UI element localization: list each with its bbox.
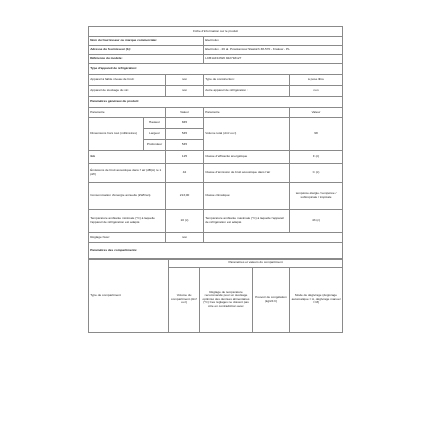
compartment-type-label: Type de compartiment [89, 259, 169, 332]
noise-emission-label: Émissions de bruit acoustique dans l' air (dB(A) re 1 pW) [89, 164, 166, 183]
energy-class-value: F (c) [290, 151, 343, 164]
type-row-value: non [166, 75, 204, 86]
model-value: LCB1AF10W0 922718127 [204, 55, 343, 64]
width-label: Largeur [144, 129, 166, 140]
min-temp-value: 10 (c) [166, 210, 204, 233]
height-value: 845 [166, 118, 204, 129]
type-row-value: à pose libre [290, 75, 343, 86]
supplier-name-value: Electrolux [204, 37, 343, 46]
header-value: Valeur [166, 108, 204, 118]
dimensions-label: Dimensions hors tout (millimètres) [89, 118, 144, 151]
product-information-sheet [88, 26, 342, 333]
depth-label: Profondeur [144, 140, 166, 151]
compartment-section-heading: Paramètres des compartiments: [89, 243, 343, 259]
winter-setting-label: Réglage hiver: [89, 233, 166, 243]
supplier-address-value: Electrolux - 26 al. Powstancow Slaskich 38-570 - Krakow - PL [204, 46, 343, 55]
type-row-label: Appareil à faible niveau de bruit: [89, 75, 166, 86]
max-temp-value: 43 (c) [290, 210, 343, 233]
total-volume-value: 98 [290, 118, 343, 151]
height-label: Hauteur [144, 118, 166, 129]
supplier-address-label: Adresse du fournisseur (b): [89, 46, 204, 55]
type-row-label: Appareil de stockage du vin: [89, 86, 166, 97]
sheet-title: Fiche d'information sur le produit [89, 27, 343, 37]
type-row-value: non [290, 86, 343, 97]
header-value-2: Valeur [290, 108, 343, 118]
compartment-group-header: Paramètres et valeurs du compartiment [169, 259, 343, 267]
empty-cell [204, 233, 343, 243]
climate-class-label: Classe climatique: [204, 183, 290, 210]
freezing-capacity-header: Pouvoir de congélation (kg/24 h) [253, 267, 290, 332]
min-temp-label: Température ambiante minimale (°C) à laquelle l'appareil de réfrigération est adapté [89, 210, 166, 233]
compartment-table [88, 259, 343, 333]
model-label: Référence du modèle: [89, 55, 204, 64]
noise-emission-value: 42 [166, 164, 204, 183]
total-volume-label: Volume total (dm³ ou l) [204, 118, 290, 151]
depth-value: 545 [166, 140, 204, 151]
energy-class-label: Classe d'efficacité énergétique [204, 151, 290, 164]
type-row-value: non [166, 86, 204, 97]
recommended-temp-header: Réglage de température recommandé pour un stockage optimisé des denrées alimentaires (°C) Ces réglages ne doivent pas être en contradiction avec [200, 267, 253, 332]
info-table [88, 26, 343, 259]
energy-consumption-value: 213,00 [166, 183, 204, 210]
eei-value: 125 [166, 151, 204, 164]
supplier-name-label: Nom du fournisseur ou marque commerciale: [89, 37, 204, 46]
compartment-volume-header: Volume du compartiment (dm³ ou l) [169, 267, 200, 332]
general-section-heading: Paramètres généraux du produit: [89, 97, 343, 108]
defrost-mode-header: Mode de dégivrage (dégivrage automatique = A, dégivrage manuel = M) [290, 267, 343, 332]
header-parameter: Paramètre [89, 108, 166, 118]
type-row-label: Type de construction: [204, 75, 290, 86]
max-temp-label: Température ambiante maximale (°C) à laquelle l'appareil de réfrigération est adapté [204, 210, 290, 233]
header-parameter-2: Paramètre [204, 108, 290, 118]
climate-class-value: tempérée élargie / tempérée / subtropicale / tropicale [290, 183, 343, 210]
type-section-heading: Type d'appareil de réfrigération: [89, 64, 343, 75]
energy-consumption-label: Consommation d'énergie annuelle (kWh/an) [89, 183, 166, 210]
winter-setting-value: non [166, 233, 204, 243]
width-value: 545 [166, 129, 204, 140]
noise-class-value: C (c) [290, 164, 343, 183]
type-row-label: Autre appareil de réfrigération : [204, 86, 290, 97]
eei-label: IEE [89, 151, 166, 164]
noise-class-label: Classe d'émission de bruit acoustique dans l'air [204, 164, 290, 183]
